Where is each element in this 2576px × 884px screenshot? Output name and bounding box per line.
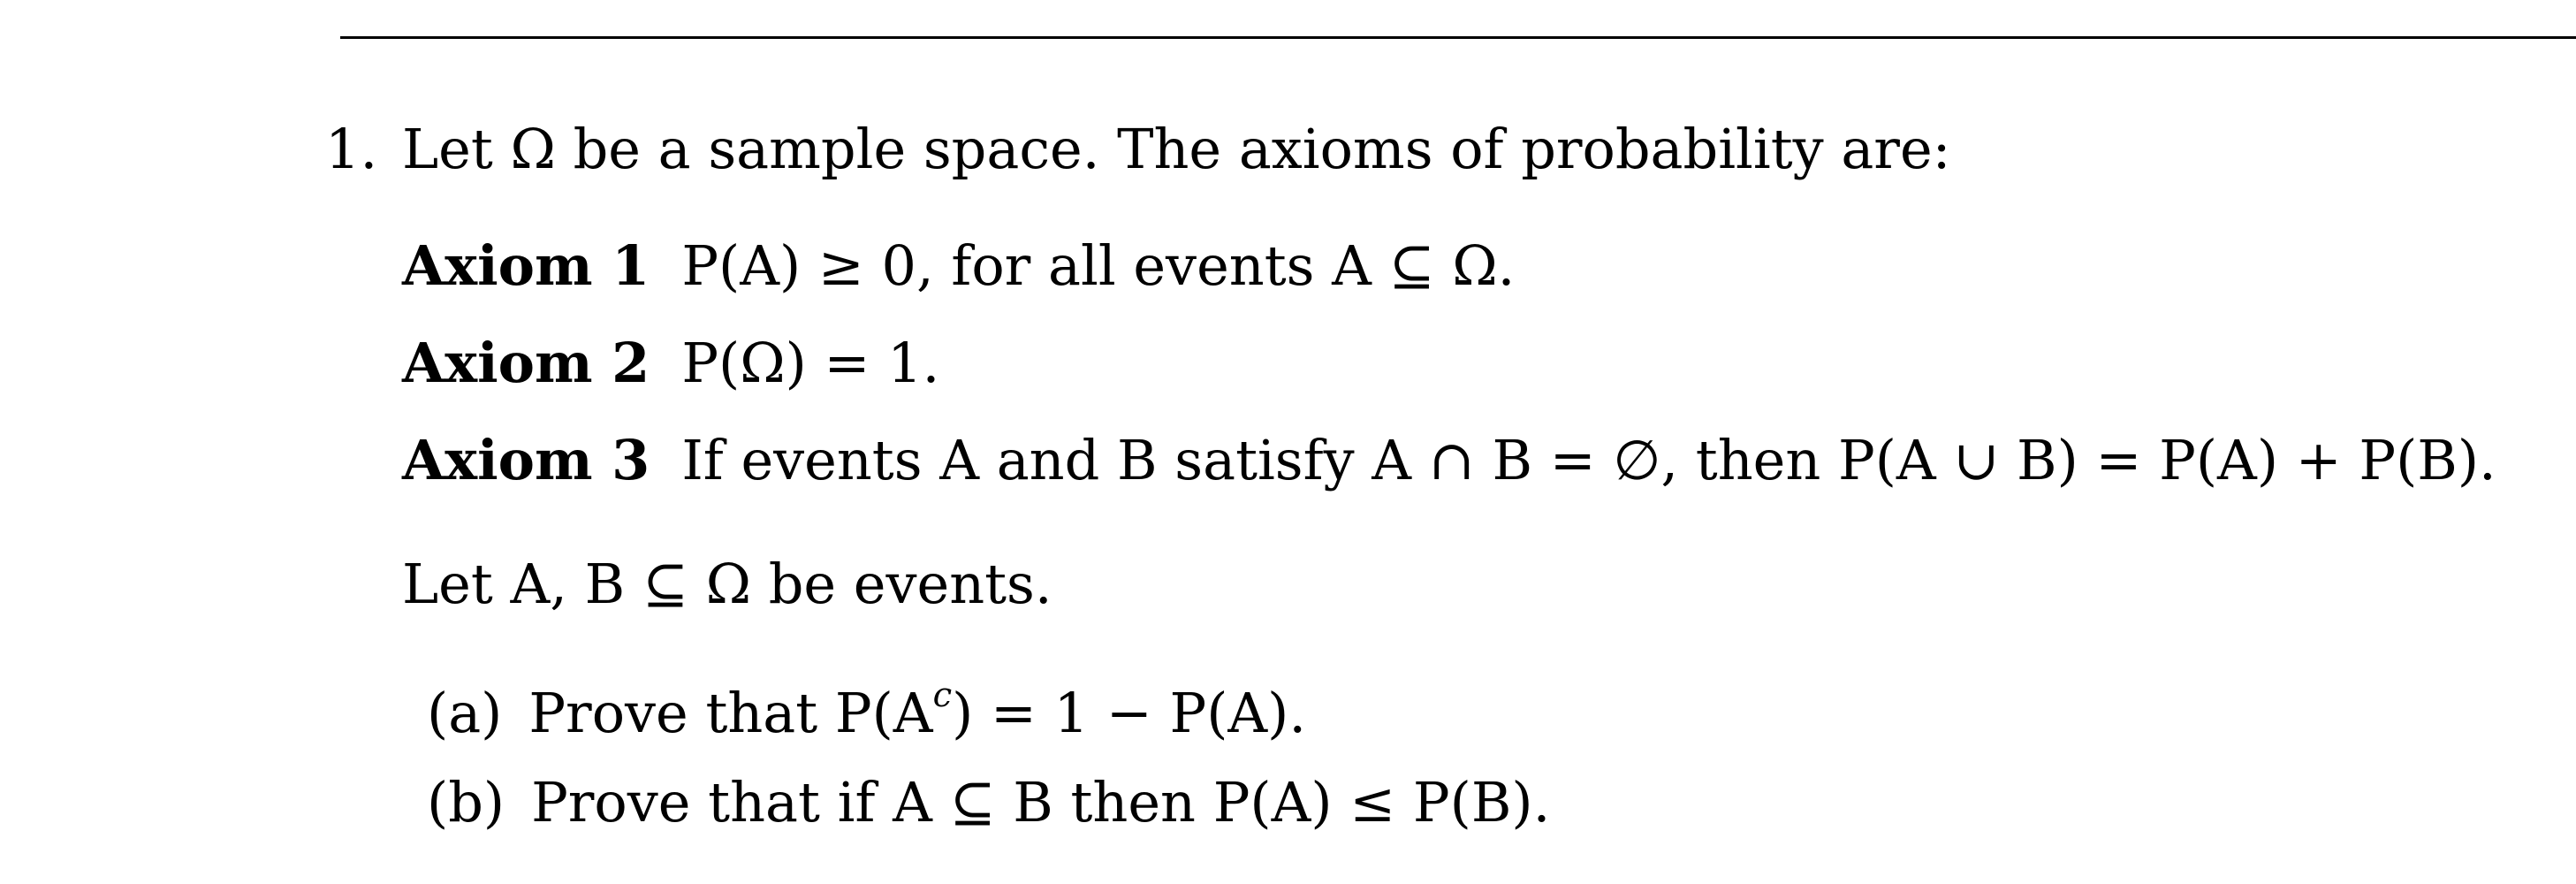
part-text-pre: Prove that P(A bbox=[528, 680, 933, 745]
part-a bbox=[427, 675, 1307, 750]
axiom-label: Axiom 2 bbox=[402, 331, 650, 395]
item-number: 1. bbox=[325, 117, 378, 181]
let-statement: Let A, B ⊆ Ω be events. bbox=[402, 552, 1052, 616]
top-rule bbox=[340, 36, 2576, 39]
axiom-3 bbox=[402, 428, 2496, 504]
part-b bbox=[427, 770, 1551, 846]
axiom-label: Axiom 3 bbox=[402, 428, 650, 492]
complement-superscript: c bbox=[932, 675, 953, 715]
axiom-label: Axiom 1 bbox=[402, 233, 650, 298]
part-label: (a) bbox=[427, 680, 503, 745]
axiom-text: If events A and B satisfy A ∩ B = ∅, then P(A ∪ B) = P(A) + P(B). bbox=[681, 428, 2496, 492]
axiom-text: P(A) ≥ 0, for all events A ⊆ Ω. bbox=[681, 233, 1516, 298]
axiom-2 bbox=[402, 331, 940, 407]
axiom-1 bbox=[402, 233, 1516, 309]
axiom-text: P(Ω) = 1. bbox=[681, 331, 940, 395]
part-text: Prove that if A ⊆ B then P(A) ≤ P(B). bbox=[531, 770, 1551, 834]
part-text-post: ) = 1 − P(A). bbox=[952, 680, 1307, 745]
intro-text: Let Ω be a sample space. The axioms of probability are: bbox=[402, 117, 1951, 181]
part-label: (b) bbox=[427, 770, 505, 834]
